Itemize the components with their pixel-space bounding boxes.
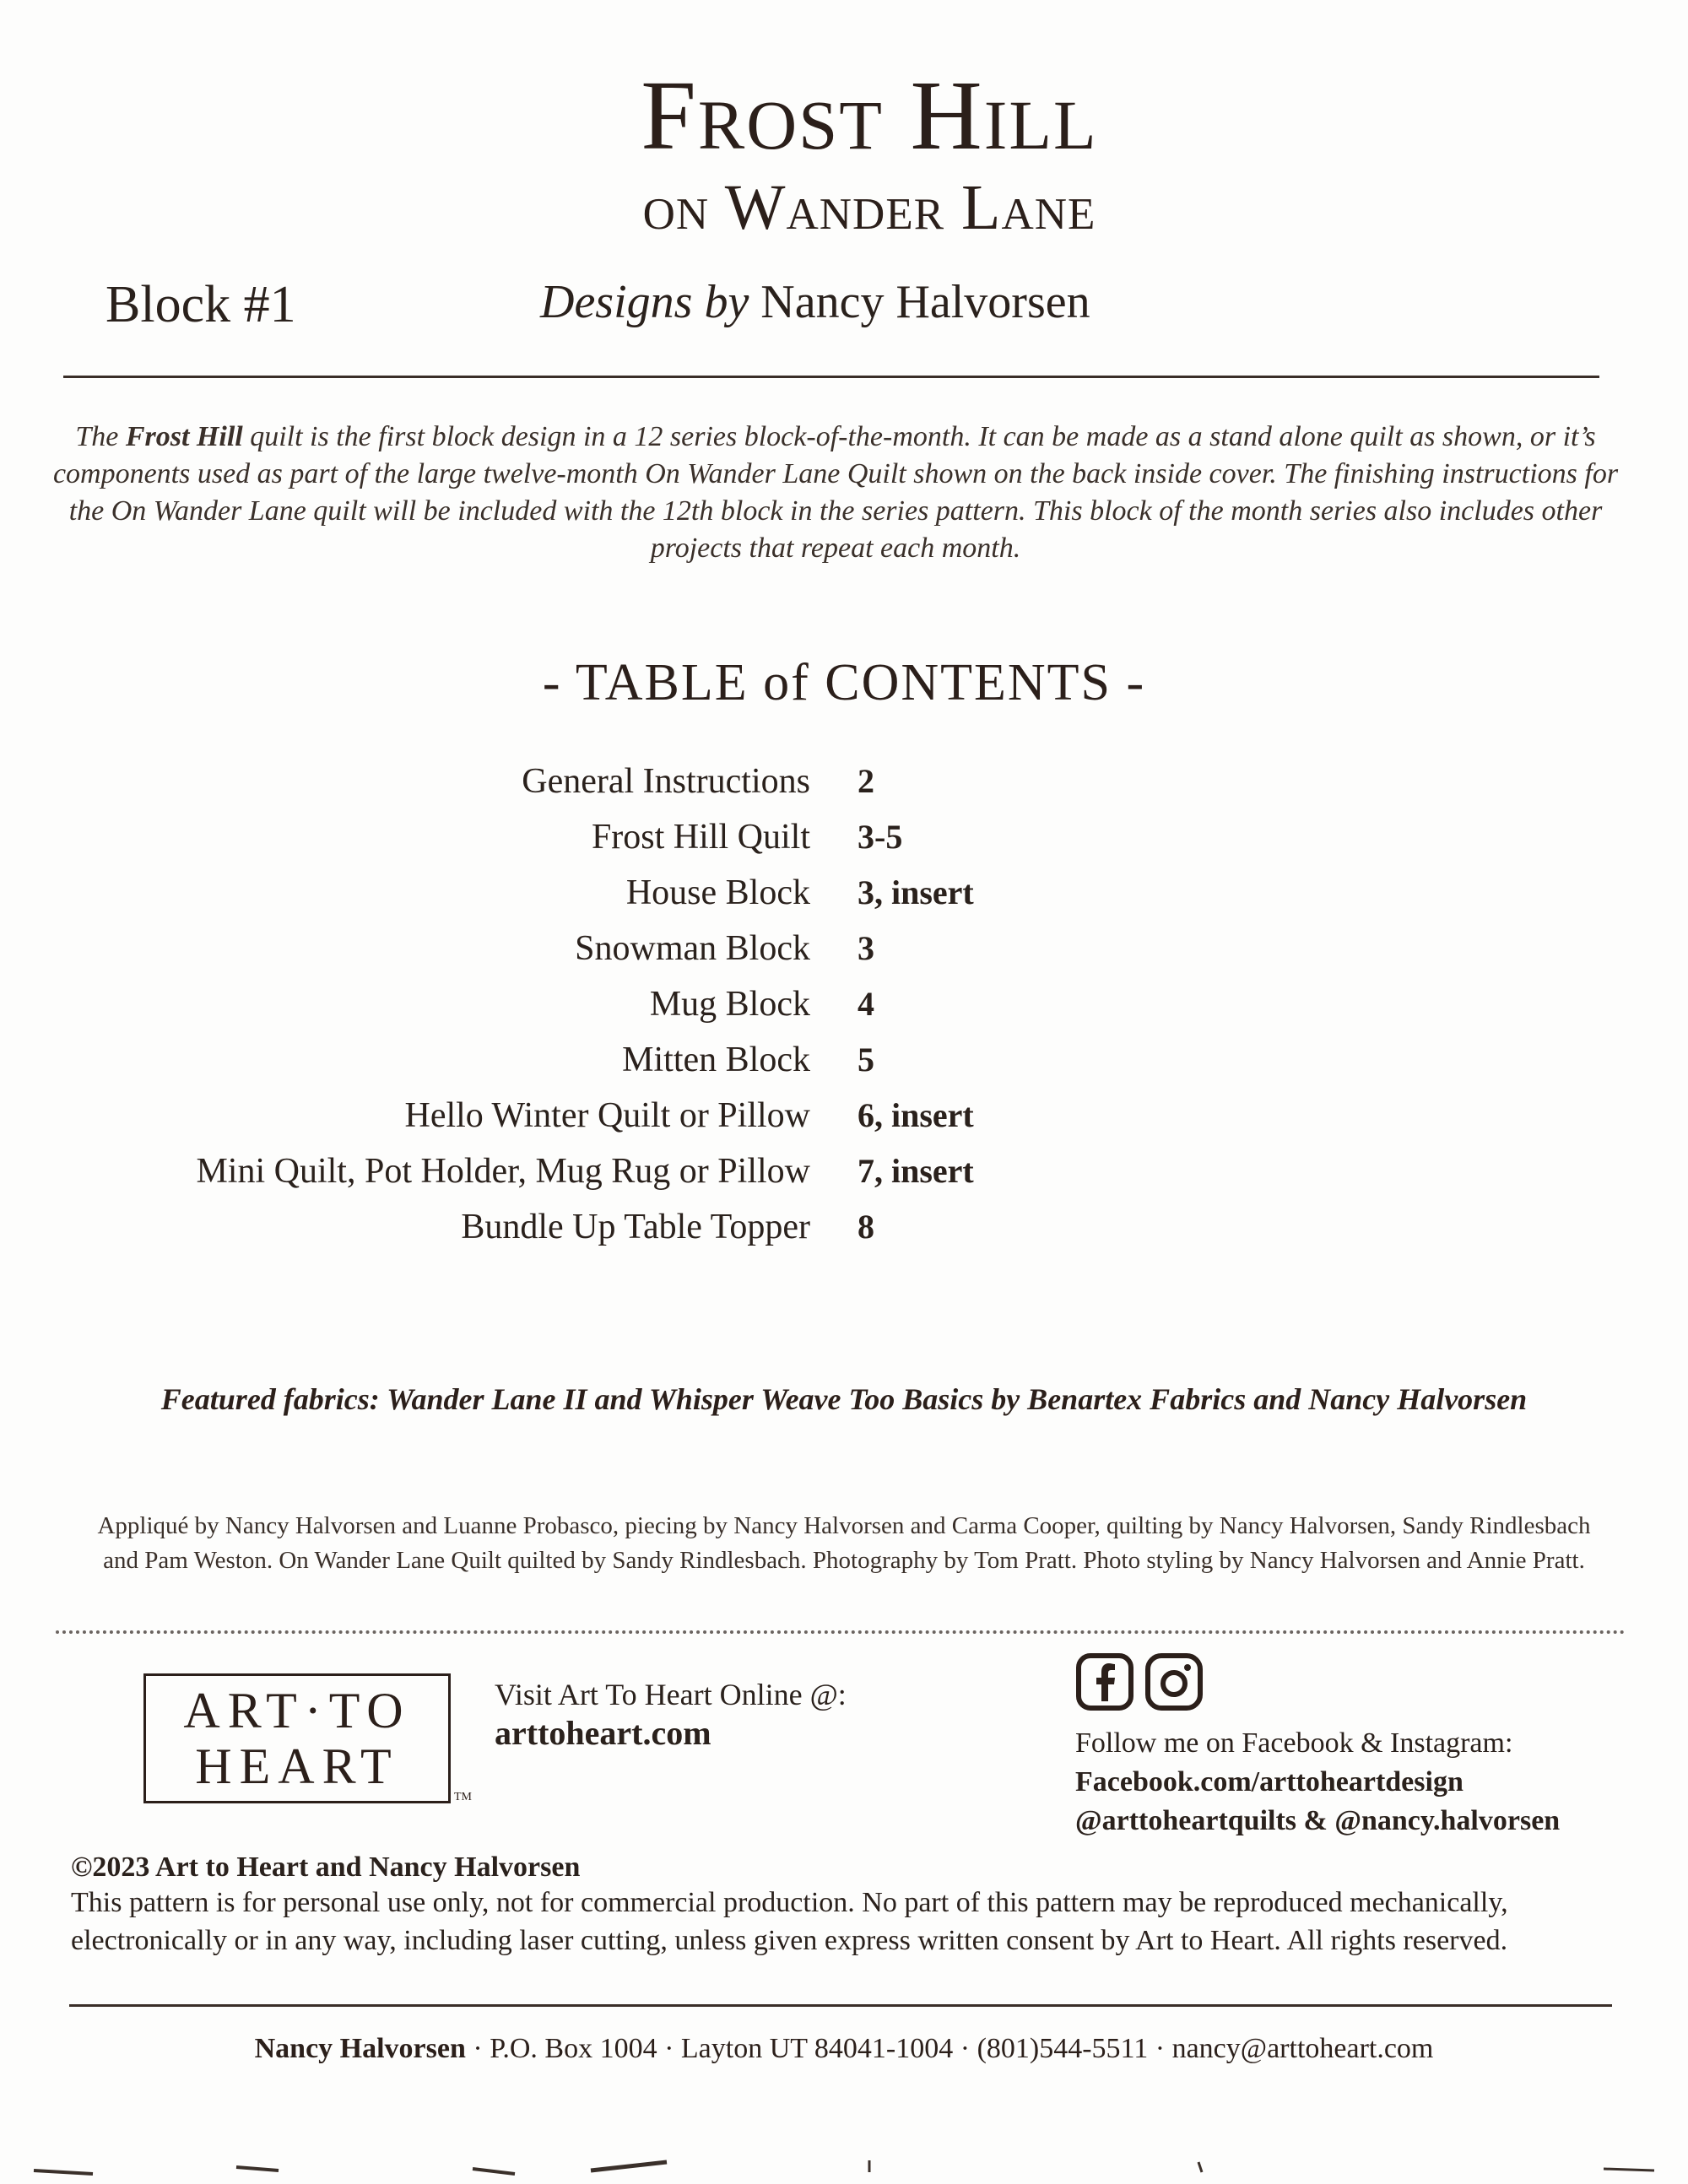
toc-page: 7, insert	[858, 1152, 974, 1190]
intro-text-start: The	[75, 421, 126, 452]
facebook-link[interactable]: Facebook.com/arttoheartdesign	[1075, 1766, 1463, 1797]
toc-row	[0, 1146, 1688, 1202]
toc-row	[0, 1035, 1688, 1090]
instagram-handles[interactable]: @arttoheartquilts & @nancy.halvorsen	[1075, 1805, 1561, 1836]
logo-line-1: ART·TO	[183, 1683, 411, 1738]
designer-name: Nancy Halvorsen	[760, 276, 1090, 328]
art-to-heart-logo	[143, 1673, 451, 1803]
scan-edge-marks	[0, 2152, 1688, 2184]
toc-page: 8	[858, 1208, 874, 1246]
contact-footer	[0, 2029, 1688, 2069]
follow-label: Follow me on Facebook & Instagram:	[1075, 1727, 1513, 1759]
toc-label: Hello Winter Quilt or Pillow	[404, 1096, 810, 1135]
featured-fabrics: Featured fabrics: Wander Lane II and Whisper Weave Too Basics by Benartex Fabrics and Nancy Halvorsen	[160, 1382, 1528, 1416]
toc-page: 2	[858, 762, 874, 800]
toc-label: Mini Quilt, Pot Holder, Mug Rug or Pillow	[196, 1152, 810, 1191]
visit-online-label: Visit Art To Heart Online @:	[495, 1678, 847, 1711]
website-link[interactable]: arttoheart.com	[495, 1714, 711, 1752]
toc-row	[0, 923, 1688, 979]
intro-text-rest: quilt is the first block design in a 12 series block-of-the-month. It can be made as a stand alone quilt as shown, or it’s components used as part of the large twelve-month On Wander Lane Quilt shown on the back inside cover. The finishing instructions for the On Wander Lane quilt will be included with the 12th block in the series pattern. This block of the month series also includes other projects that repeat each month.	[52, 421, 1619, 564]
toc-row	[0, 1090, 1688, 1146]
toc-page: 5	[858, 1041, 874, 1078]
footer-divider	[69, 2004, 1612, 2007]
footer-name: Nancy Halvorsen	[254, 2033, 466, 2064]
toc-label: General Instructions	[522, 762, 810, 801]
copyright-line: ©2023 Art to Heart and Nancy Halvorsen	[71, 1852, 581, 1883]
social-icons	[1075, 1652, 1204, 1711]
table-of-contents	[0, 756, 1688, 1257]
toc-label: Mitten Block	[622, 1041, 810, 1079]
logo-line-2: HEART	[195, 1738, 399, 1794]
toc-label: Mug Block	[649, 985, 810, 1024]
toc-label: Snowman Block	[575, 929, 810, 968]
toc-page: 3, insert	[858, 873, 974, 911]
toc-page: 6, insert	[858, 1096, 974, 1134]
designer-credit	[540, 278, 1090, 326]
page-title: Frost Hill	[641, 60, 1098, 170]
legal-notice: This pattern is for personal use only, not for commercial production. No part of this pattern may be reproduced mechanically, electronically or in any way, including laser cutting, unless given express written consent by Art to Heart. All rights reserved.	[71, 1887, 1508, 1956]
toc-page: 3-5	[858, 818, 903, 856]
dotted-divider	[56, 1630, 1626, 1634]
designs-prefix: Designs by	[540, 276, 749, 328]
toc-label: Frost Hill Quilt	[591, 818, 810, 857]
toc-row	[0, 1202, 1688, 1257]
toc-page: 4	[858, 985, 874, 1023]
intro-quilt-name: Frost Hill	[125, 421, 243, 452]
credits-paragraph: Appliqué by Nancy Halvorsen and Luanne Probasco, piecing by Nancy Halvorsen and Carma Cooper, quilting by Nancy Halvorsen, Sandy Rindlesbach and Pam Weston. On Wander Lane Quilt quilted by Sandy Rindlesbach. Photography by Tom Pratt. Photo styling by Nancy Halvorsen and Annie Pratt.	[97, 1512, 1591, 1574]
toc-title: - TABLE of CONTENTS -	[542, 654, 1146, 711]
header-divider	[63, 376, 1599, 378]
intro-paragraph	[51, 419, 1620, 567]
footer-contact: · P.O. Box 1004 · Layton UT 84041-1004 · (801)544-5511 · nancy@arttoheart.com	[465, 2033, 1434, 2064]
toc-label: Bundle Up Table Topper	[461, 1208, 810, 1246]
trademark-mark: TM	[454, 1791, 472, 1803]
block-number: Block #1	[106, 276, 296, 333]
toc-row	[0, 979, 1688, 1035]
toc-row	[0, 812, 1688, 868]
instagram-icon[interactable]	[1144, 1652, 1204, 1711]
toc-row	[0, 868, 1688, 923]
toc-row	[0, 756, 1688, 812]
page-subtitle: on Wander Lane	[642, 172, 1096, 243]
facebook-icon[interactable]	[1075, 1652, 1134, 1711]
toc-label: House Block	[625, 873, 810, 912]
toc-page: 3	[858, 929, 874, 967]
